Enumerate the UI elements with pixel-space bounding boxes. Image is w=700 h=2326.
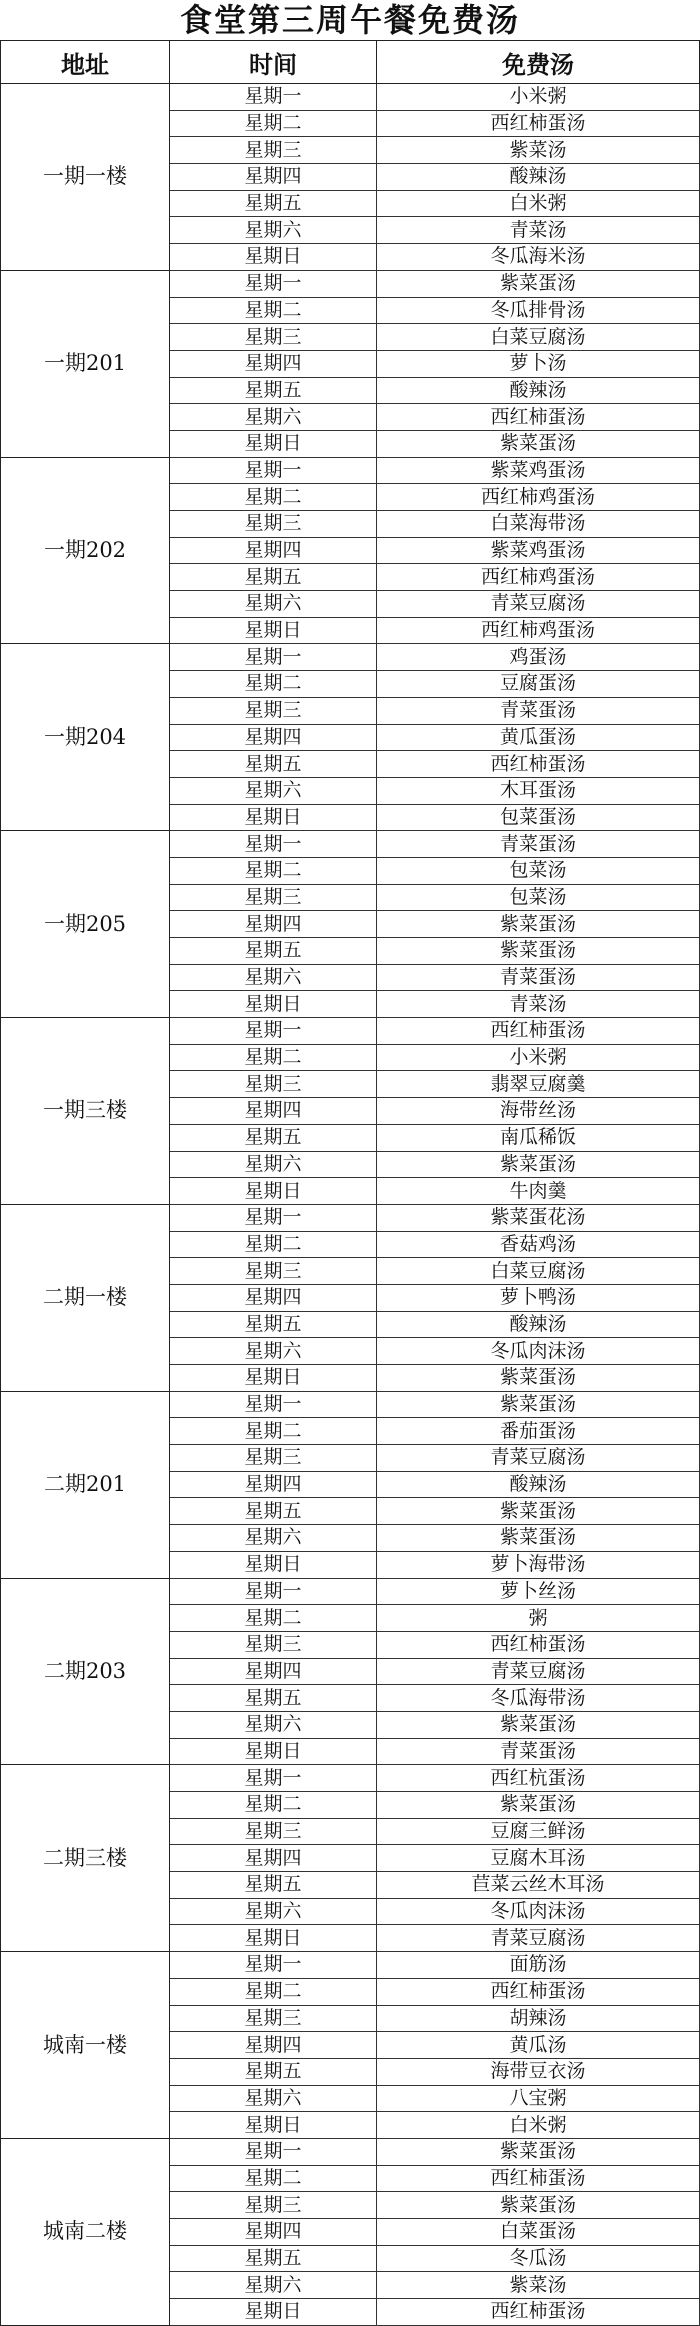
day-cell: 星期二: [170, 2165, 377, 2192]
day-cell: 星期一: [170, 1018, 377, 1045]
soup-cell: 南瓜稀饭: [377, 1124, 700, 1151]
soup-cell: 西红柿鸡蛋汤: [377, 484, 700, 511]
soup-cell: 青菜蛋汤: [377, 1738, 700, 1765]
day-cell: 星期六: [170, 217, 377, 244]
soup-cell: 西红柿鸡蛋汤: [377, 617, 700, 644]
day-cell: 星期四: [170, 350, 377, 377]
soup-cell: 酸辣汤: [377, 377, 700, 404]
soup-cell: 紫菜蛋汤: [377, 2192, 700, 2219]
soup-cell: 酸辣汤: [377, 1471, 700, 1498]
table-row: [1, 1765, 700, 1792]
day-cell: 星期一: [170, 644, 377, 671]
day-cell: 星期二: [170, 484, 377, 511]
day-cell: 星期三: [170, 511, 377, 538]
soup-cell: 紫菜蛋汤: [377, 1365, 700, 1392]
day-cell: 星期四: [170, 537, 377, 564]
table-row: [1, 457, 700, 484]
soup-cell: 西红柿蛋汤: [377, 1018, 700, 1045]
location-cell: 二期一楼: [1, 1204, 170, 1391]
location-group: [1, 1204, 700, 1391]
day-cell: 星期三: [170, 1631, 377, 1658]
soup-cell: 紫菜鸡蛋汤: [377, 537, 700, 564]
soup-cell: 紫菜蛋汤: [377, 1525, 700, 1552]
location-group: [1, 644, 700, 831]
page-title: 食堂第三周午餐免费汤: [179, 1, 520, 39]
table-row: [1, 1952, 700, 1979]
day-cell: 星期五: [170, 377, 377, 404]
location-cell: 二期三楼: [1, 1765, 170, 1952]
soup-cell: 紫菜蛋汤: [377, 1498, 700, 1525]
day-cell: 星期一: [170, 1952, 377, 1979]
soup-cell: 小米粥: [377, 1044, 700, 1071]
day-cell: 星期五: [170, 2245, 377, 2272]
soup-cell: 包菜汤: [377, 857, 700, 884]
soup-cell: 西红柿蛋汤: [377, 751, 700, 778]
day-cell: 星期五: [170, 1498, 377, 1525]
header-location: 地址: [1, 41, 170, 84]
soup-cell: 木耳蛋汤: [377, 777, 700, 804]
table-row: [1, 270, 700, 297]
soup-cell: 紫菜蛋汤: [377, 2138, 700, 2165]
location-group: [1, 270, 700, 457]
soup-cell: 冬瓜海带汤: [377, 1685, 700, 1712]
day-cell: 星期二: [170, 297, 377, 324]
day-cell: 星期二: [170, 1978, 377, 2005]
soup-cell: 青菜蛋汤: [377, 697, 700, 724]
day-cell: 星期六: [170, 1338, 377, 1365]
table-row: [1, 831, 700, 858]
table-row: [1, 644, 700, 671]
day-cell: 星期三: [170, 1258, 377, 1285]
soup-cell: 胡辣汤: [377, 2005, 700, 2032]
soup-cell: 包菜蛋汤: [377, 804, 700, 831]
soup-cell: 冬瓜汤: [377, 2245, 700, 2272]
day-cell: 星期三: [170, 137, 377, 164]
soup-cell: 牛肉羹: [377, 1178, 700, 1205]
soup-cell: 番茄蛋汤: [377, 1418, 700, 1445]
soup-cell: 白菜蛋汤: [377, 2219, 700, 2246]
soup-cell: 青菜蛋汤: [377, 964, 700, 991]
day-cell: 星期三: [170, 884, 377, 911]
soup-cell: 紫菜鸡蛋汤: [377, 457, 700, 484]
soup-cell: 白米粥: [377, 190, 700, 217]
location-cell: 一期201: [1, 270, 170, 457]
soup-cell: 西红柿蛋汤: [377, 1631, 700, 1658]
soup-cell: 黄瓜蛋汤: [377, 724, 700, 751]
location-cell: 一期202: [1, 457, 170, 644]
soup-cell: 白菜海带汤: [377, 511, 700, 538]
day-cell: 星期二: [170, 110, 377, 137]
day-cell: 星期四: [170, 724, 377, 751]
day-cell: 星期一: [170, 457, 377, 484]
day-cell: 星期一: [170, 1765, 377, 1792]
day-cell: 星期日: [170, 1551, 377, 1578]
soup-cell: 小米粥: [377, 84, 700, 111]
day-cell: 星期一: [170, 1391, 377, 1418]
soup-cell: 粥: [377, 1605, 700, 1632]
day-cell: 星期六: [170, 777, 377, 804]
day-cell: 星期五: [170, 190, 377, 217]
day-cell: 星期四: [170, 1658, 377, 1685]
soup-cell: 豆腐蛋汤: [377, 671, 700, 698]
location-group: [1, 1391, 700, 1578]
soup-schedule-table: [0, 40, 700, 2326]
day-cell: 星期四: [170, 2219, 377, 2246]
day-cell: 星期六: [170, 2085, 377, 2112]
location-group: [1, 457, 700, 644]
table-row: [1, 2138, 700, 2165]
day-cell: 星期一: [170, 1204, 377, 1231]
table-row: [1, 1018, 700, 1045]
day-cell: 星期六: [170, 1151, 377, 1178]
day-cell: 星期三: [170, 1445, 377, 1472]
soup-cell: 青菜汤: [377, 217, 700, 244]
soup-cell: 紫菜蛋汤: [377, 938, 700, 965]
day-cell: 星期日: [170, 2299, 377, 2326]
day-cell: 星期五: [170, 1124, 377, 1151]
location-cell: 一期205: [1, 831, 170, 1018]
soup-cell: 紫菜汤: [377, 2272, 700, 2299]
soup-cell: 西红柿蛋汤: [377, 404, 700, 431]
soup-cell: 冬瓜排骨汤: [377, 297, 700, 324]
location-cell: 二期201: [1, 1391, 170, 1578]
day-cell: 星期四: [170, 1471, 377, 1498]
day-cell: 星期日: [170, 244, 377, 271]
day-cell: 星期日: [170, 1925, 377, 1952]
location-group: [1, 84, 700, 271]
header-day: 时间: [170, 41, 377, 84]
header-row: [1, 41, 700, 84]
soup-cell: 面筋汤: [377, 1952, 700, 1979]
day-cell: 星期二: [170, 1605, 377, 1632]
day-cell: 星期日: [170, 804, 377, 831]
day-cell: 星期三: [170, 1071, 377, 1098]
table-row: [1, 1204, 700, 1231]
soup-cell: 紫菜蛋花汤: [377, 1204, 700, 1231]
day-cell: 星期日: [170, 617, 377, 644]
soup-cell: 黄瓜汤: [377, 2032, 700, 2059]
day-cell: 星期三: [170, 2192, 377, 2219]
soup-cell: 萝卜丝汤: [377, 1578, 700, 1605]
day-cell: 星期二: [170, 1792, 377, 1819]
soup-cell: 紫菜蛋汤: [377, 1711, 700, 1738]
location-cell: 一期三楼: [1, 1018, 170, 1205]
day-cell: 星期五: [170, 1311, 377, 1338]
day-cell: 星期三: [170, 324, 377, 351]
location-group: [1, 2138, 700, 2325]
day-cell: 星期五: [170, 751, 377, 778]
soup-cell: 紫菜蛋汤: [377, 911, 700, 938]
soup-cell: 豆腐三鲜汤: [377, 1818, 700, 1845]
soup-cell: 西红杭蛋汤: [377, 1765, 700, 1792]
soup-cell: 紫菜蛋汤: [377, 1391, 700, 1418]
soup-cell: 白菜豆腐汤: [377, 324, 700, 351]
table-row: [1, 1578, 700, 1605]
location-group: [1, 1578, 700, 1765]
day-cell: 星期三: [170, 2005, 377, 2032]
soup-cell: 冬瓜肉沫汤: [377, 1338, 700, 1365]
day-cell: 星期六: [170, 964, 377, 991]
day-cell: 星期五: [170, 2058, 377, 2085]
location-cell: 城南一楼: [1, 1952, 170, 2139]
soup-cell: 青菜豆腐汤: [377, 591, 700, 618]
soup-cell: 鸡蛋汤: [377, 644, 700, 671]
day-cell: 星期六: [170, 2272, 377, 2299]
day-cell: 星期三: [170, 1818, 377, 1845]
day-cell: 星期日: [170, 1365, 377, 1392]
day-cell: 星期一: [170, 831, 377, 858]
soup-cell: 八宝粥: [377, 2085, 700, 2112]
location-cell: 二期203: [1, 1578, 170, 1765]
location-group: [1, 1018, 700, 1205]
day-cell: 星期二: [170, 857, 377, 884]
soup-cell: 白菜豆腐汤: [377, 1258, 700, 1285]
soup-cell: 萝卜海带汤: [377, 1551, 700, 1578]
soup-cell: 紫菜蛋汤: [377, 430, 700, 457]
day-cell: 星期四: [170, 164, 377, 191]
soup-cell: 海带丝汤: [377, 1098, 700, 1125]
location-cell: 一期204: [1, 644, 170, 831]
day-cell: 星期五: [170, 1685, 377, 1712]
location-group: [1, 831, 700, 1018]
day-cell: 星期四: [170, 1845, 377, 1872]
day-cell: 星期日: [170, 1178, 377, 1205]
location-group: [1, 1765, 700, 1952]
soup-cell: 西红柿蛋汤: [377, 2165, 700, 2192]
soup-cell: 香菇鸡汤: [377, 1231, 700, 1258]
soup-cell: 青菜豆腐汤: [377, 1445, 700, 1472]
location-group: [1, 1952, 700, 2139]
day-cell: 星期二: [170, 1231, 377, 1258]
day-cell: 星期一: [170, 1578, 377, 1605]
header-soup: 免费汤: [377, 41, 700, 84]
day-cell: 星期四: [170, 1098, 377, 1125]
day-cell: 星期五: [170, 1872, 377, 1899]
soup-cell: 紫菜蛋汤: [377, 1792, 700, 1819]
day-cell: 星期一: [170, 270, 377, 297]
day-cell: 星期五: [170, 938, 377, 965]
soup-cell: 西红柿蛋汤: [377, 2299, 700, 2326]
location-cell: 一期一楼: [1, 84, 170, 271]
soup-cell: 青菜豆腐汤: [377, 1658, 700, 1685]
soup-cell: 紫菜蛋汤: [377, 1151, 700, 1178]
soup-cell: 海带豆衣汤: [377, 2058, 700, 2085]
soup-cell: 酸辣汤: [377, 164, 700, 191]
day-cell: 星期五: [170, 564, 377, 591]
soup-cell: 紫菜汤: [377, 137, 700, 164]
soup-cell: 萝卜鸭汤: [377, 1284, 700, 1311]
table-header: [1, 41, 700, 84]
day-cell: 星期四: [170, 2032, 377, 2059]
table-row: [1, 1391, 700, 1418]
day-cell: 星期六: [170, 1898, 377, 1925]
day-cell: 星期六: [170, 1711, 377, 1738]
soup-cell: 苣菜云丝木耳汤: [377, 1872, 700, 1899]
day-cell: 星期日: [170, 991, 377, 1018]
day-cell: 星期二: [170, 1044, 377, 1071]
soup-cell: 西红柿蛋汤: [377, 1978, 700, 2005]
soup-cell: 萝卜汤: [377, 350, 700, 377]
day-cell: 星期四: [170, 1284, 377, 1311]
day-cell: 星期四: [170, 911, 377, 938]
day-cell: 星期三: [170, 697, 377, 724]
soup-cell: 包菜汤: [377, 884, 700, 911]
table-row: [1, 84, 700, 111]
soup-cell: 西红柿鸡蛋汤: [377, 564, 700, 591]
soup-cell: 青菜汤: [377, 991, 700, 1018]
soup-cell: 翡翠豆腐羹: [377, 1071, 700, 1098]
day-cell: 星期一: [170, 84, 377, 111]
soup-cell: 豆腐木耳汤: [377, 1845, 700, 1872]
day-cell: 星期六: [170, 591, 377, 618]
soup-cell: 白米粥: [377, 2112, 700, 2139]
day-cell: 星期日: [170, 430, 377, 457]
day-cell: 星期一: [170, 2138, 377, 2165]
day-cell: 星期日: [170, 2112, 377, 2139]
day-cell: 星期六: [170, 1525, 377, 1552]
soup-cell: 冬瓜海米汤: [377, 244, 700, 271]
day-cell: 星期六: [170, 404, 377, 431]
location-cell: 城南二楼: [1, 2138, 170, 2325]
soup-cell: 酸辣汤: [377, 1311, 700, 1338]
soup-cell: 冬瓜肉沫汤: [377, 1898, 700, 1925]
soup-cell: 西红柿蛋汤: [377, 110, 700, 137]
day-cell: 星期二: [170, 1418, 377, 1445]
soup-cell: 紫菜蛋汤: [377, 270, 700, 297]
day-cell: 星期日: [170, 1738, 377, 1765]
soup-cell: 青菜蛋汤: [377, 831, 700, 858]
day-cell: 星期二: [170, 671, 377, 698]
soup-cell: 青菜豆腐汤: [377, 1925, 700, 1952]
